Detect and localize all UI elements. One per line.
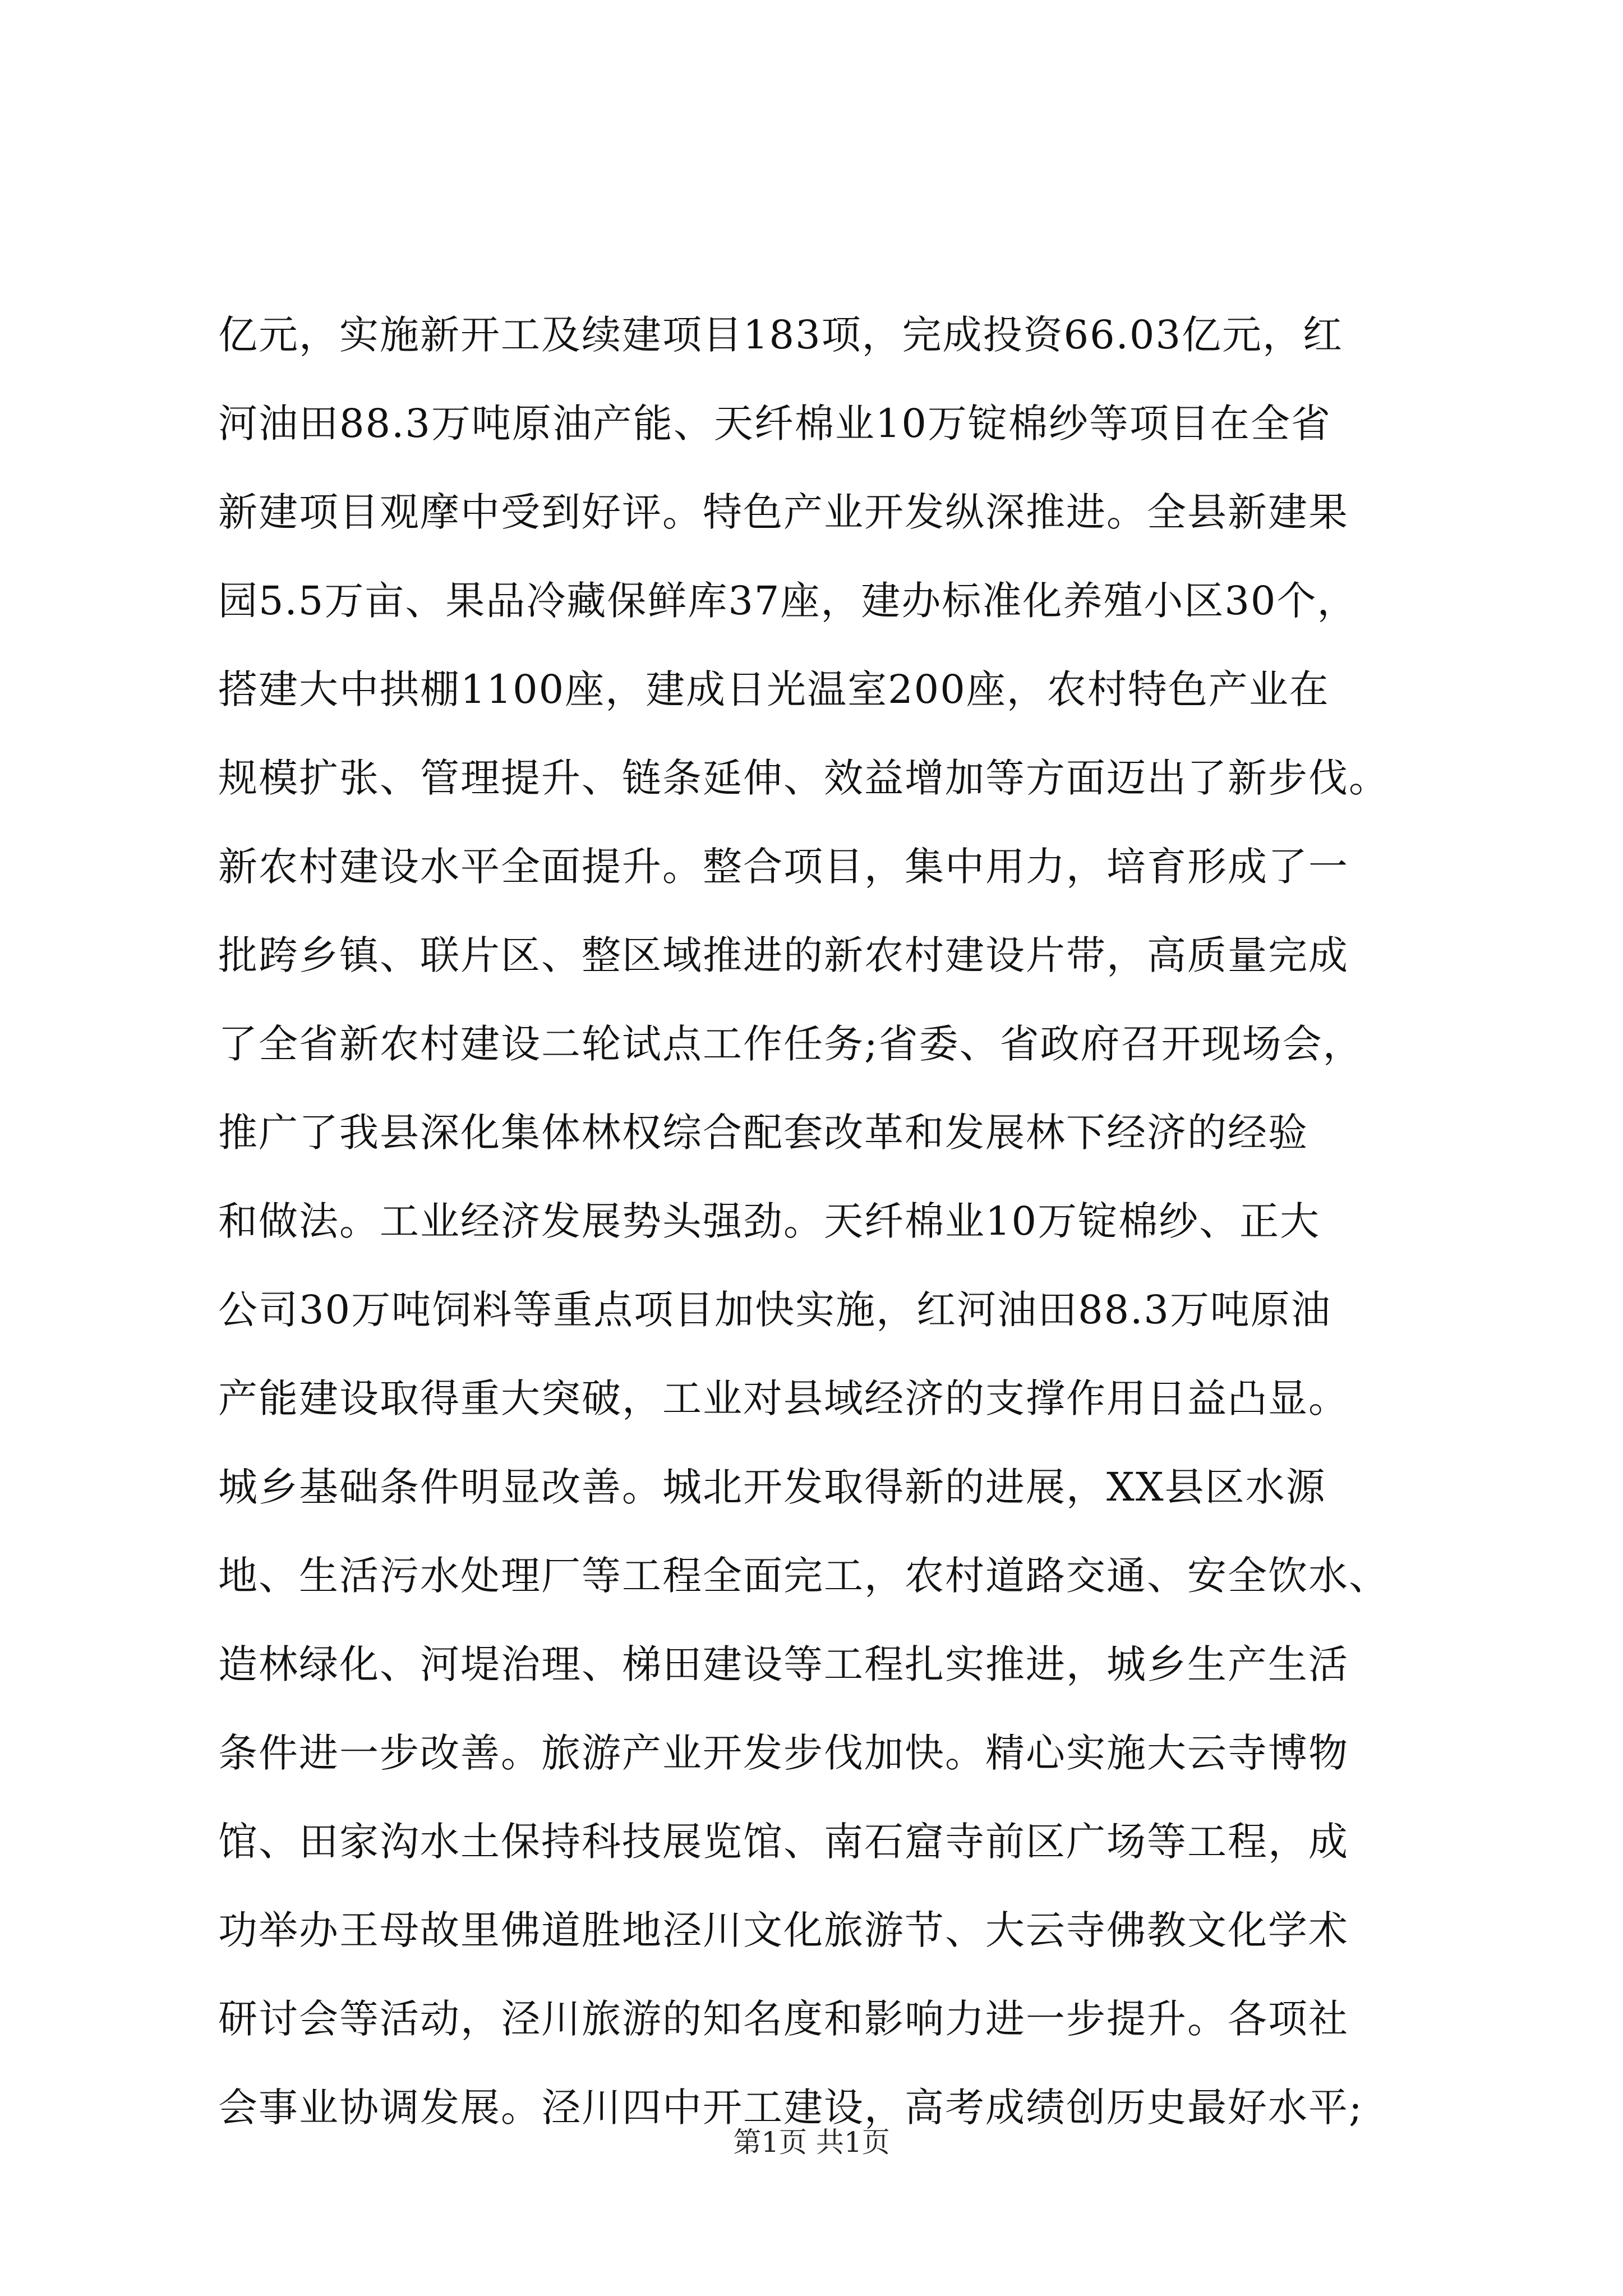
text-line: 地、生活污水处理厂等工程全面完工，农村道路交通、安全饮水、 — [218, 1553, 1389, 1599]
text-line: 批跨乡镇、联片区、整区域推进的新农村建设片带，高质量完成 — [218, 932, 1349, 978]
text-line: 了全省新农村建设二轮试点工作任务;省委、省政府召开现场会， — [218, 1021, 1363, 1067]
text-line: 亿元，实施新开工及续建项目183项，完成投资66.03亿元，红 — [218, 312, 1344, 358]
text-line: 规模扩张、管理提升、链条延伸、效益增加等方面迈出了新步伐。 — [218, 755, 1389, 801]
text-line: 条件进一步改善。旅游产业开发步伐加快。精心实施大云寺博物 — [218, 1730, 1349, 1776]
text-line: 研讨会等活动，泾川旅游的知名度和影响力进一步提升。各项社 — [218, 1996, 1349, 2042]
text-line: 公司30万吨饲料等重点项目加快实施，红河油田88.3万吨原油 — [218, 1287, 1331, 1333]
text-line: 产能建设取得重大突破，工业对县域经济的支撑作用日益凸显。 — [218, 1375, 1349, 1421]
text-line: 河油田88.3万吨原油产能、天纤棉业10万锭棉纱等项目在全省 — [218, 401, 1331, 447]
text-line: 馆、田家沟水土保持科技展览馆、南石窟寺前区广场等工程，成 — [218, 1819, 1349, 1865]
text-line: 造林绿化、河堤治理、梯田建设等工程扎实推进，城乡生产生活 — [218, 1641, 1349, 1687]
text-line: 会事业协调发展。泾川四中开工建设，高考成绩创历史最好水平; — [218, 2085, 1363, 2131]
body-text — [218, 291, 1407, 2152]
page-footer: 第1页 共1页 — [733, 2126, 890, 2159]
text-line: 园5.5万亩、果品冷藏保鲜库37座，建办标准化养殖小区30个， — [218, 578, 1358, 624]
text-line: 和做法。工业经济发展势头强劲。天纤棉业10万锭棉纱、正大 — [218, 1198, 1321, 1244]
text-line: 功举办王母故里佛道胜地泾川文化旅游节、大云寺佛教文化学术 — [218, 1907, 1349, 1953]
text-line: 新建项目观摩中受到好评。特色产业开发纵深推进。全县新建果 — [218, 489, 1349, 535]
text-line: 推广了我县深化集体林权综合配套改革和发展林下经济的经验 — [218, 1110, 1308, 1156]
text-line: 城乡基础条件明显改善。城北开发取得新的进展，XX县区水源 — [218, 1464, 1326, 1510]
text-line: 新农村建设水平全面提升。整合项目，集中用力，培育形成了一 — [218, 844, 1349, 890]
text-line: 搭建大中拱棚1100座，建成日光温室200座，农村特色产业在 — [218, 666, 1330, 712]
